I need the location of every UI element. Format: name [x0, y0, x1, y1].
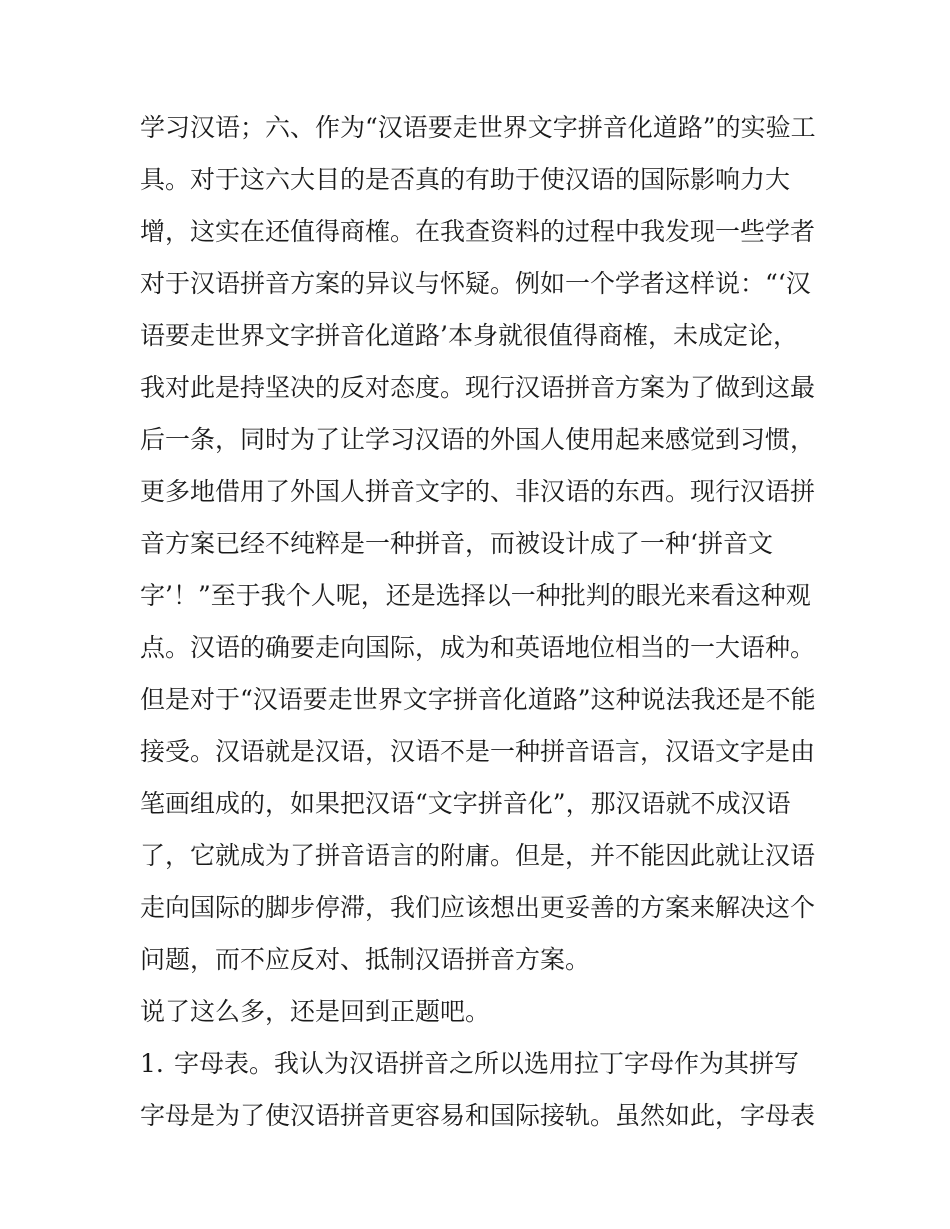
- text-line: 对于汉语拼音方案的异议与怀疑。例如一个学者这样说：“‘汉: [140, 269, 811, 298]
- text-line: 笔画组成的，如果把汉语“文字拼音化”，那汉语就不成汉语: [140, 789, 791, 818]
- text-line: 接受。汉语就是汉语，汉语不是一种拼音语言，汉语文字是由: [140, 737, 816, 766]
- list-item-continuation: 字母是为了使汉语拼音更容易和国际接轨。虽然如此，字母表: [140, 1101, 816, 1130]
- text-line: 增，这实在还值得商榷。在我查资料的过程中我发现一些学者: [140, 217, 816, 246]
- text-line: 了，它就成为了拼音语言的附庸。但是，并不能因此就让汉语: [140, 841, 816, 870]
- text-line: 走向国际的脚步停滞，我们应该想出更妥善的方案来解决这个: [140, 893, 816, 922]
- text-line: 音方案已经不纯粹是一种拼音，而被设计成了一种‘拼音文: [140, 529, 773, 558]
- text-line: 字’！”至于我个人呢，还是选择以一种批判的眼光来看这种观: [140, 581, 811, 610]
- text-line: 语要走世界文字拼音化道路’本身就很值得商榷，未成定论，: [140, 321, 798, 350]
- body-text: [140, 102, 820, 1142]
- text-line: 我对此是持坚决的反对态度。现行汉语拼音方案为了做到这最: [140, 373, 816, 402]
- list-item-text: 字母表。我认为汉语拼音之所以选用拉丁字母作为其拼写: [174, 1049, 800, 1078]
- text-line: 但是对于“汉语要走世界文字拼音化道路”这种说法我还是不能: [140, 685, 816, 714]
- list-item-1: [140, 1038, 820, 1090]
- text-line: 问题，而不应反对、抵制汉语拼音方案。: [140, 945, 591, 974]
- text-line: 点。汉语的确要走向国际，成为和英语地位相当的一大语种。: [140, 633, 816, 662]
- text-line: 更多地借用了外国人拼音文字的、非汉语的东西。现行汉语拼: [140, 477, 816, 506]
- text-line: 具。对于这六大目的是否真的有助于使汉语的国际影响力大: [140, 165, 791, 194]
- text-line: 学习汉语；六、作为“汉语要走世界文字拼音化道路”的实验工: [140, 113, 816, 142]
- paragraph-2: 说了这么多，还是回到正题吧。: [140, 997, 491, 1026]
- text-line: 后一条，同时为了让学习汉语的外国人使用起来感觉到习惯，: [140, 425, 816, 454]
- list-item-number: 1.: [140, 1049, 164, 1078]
